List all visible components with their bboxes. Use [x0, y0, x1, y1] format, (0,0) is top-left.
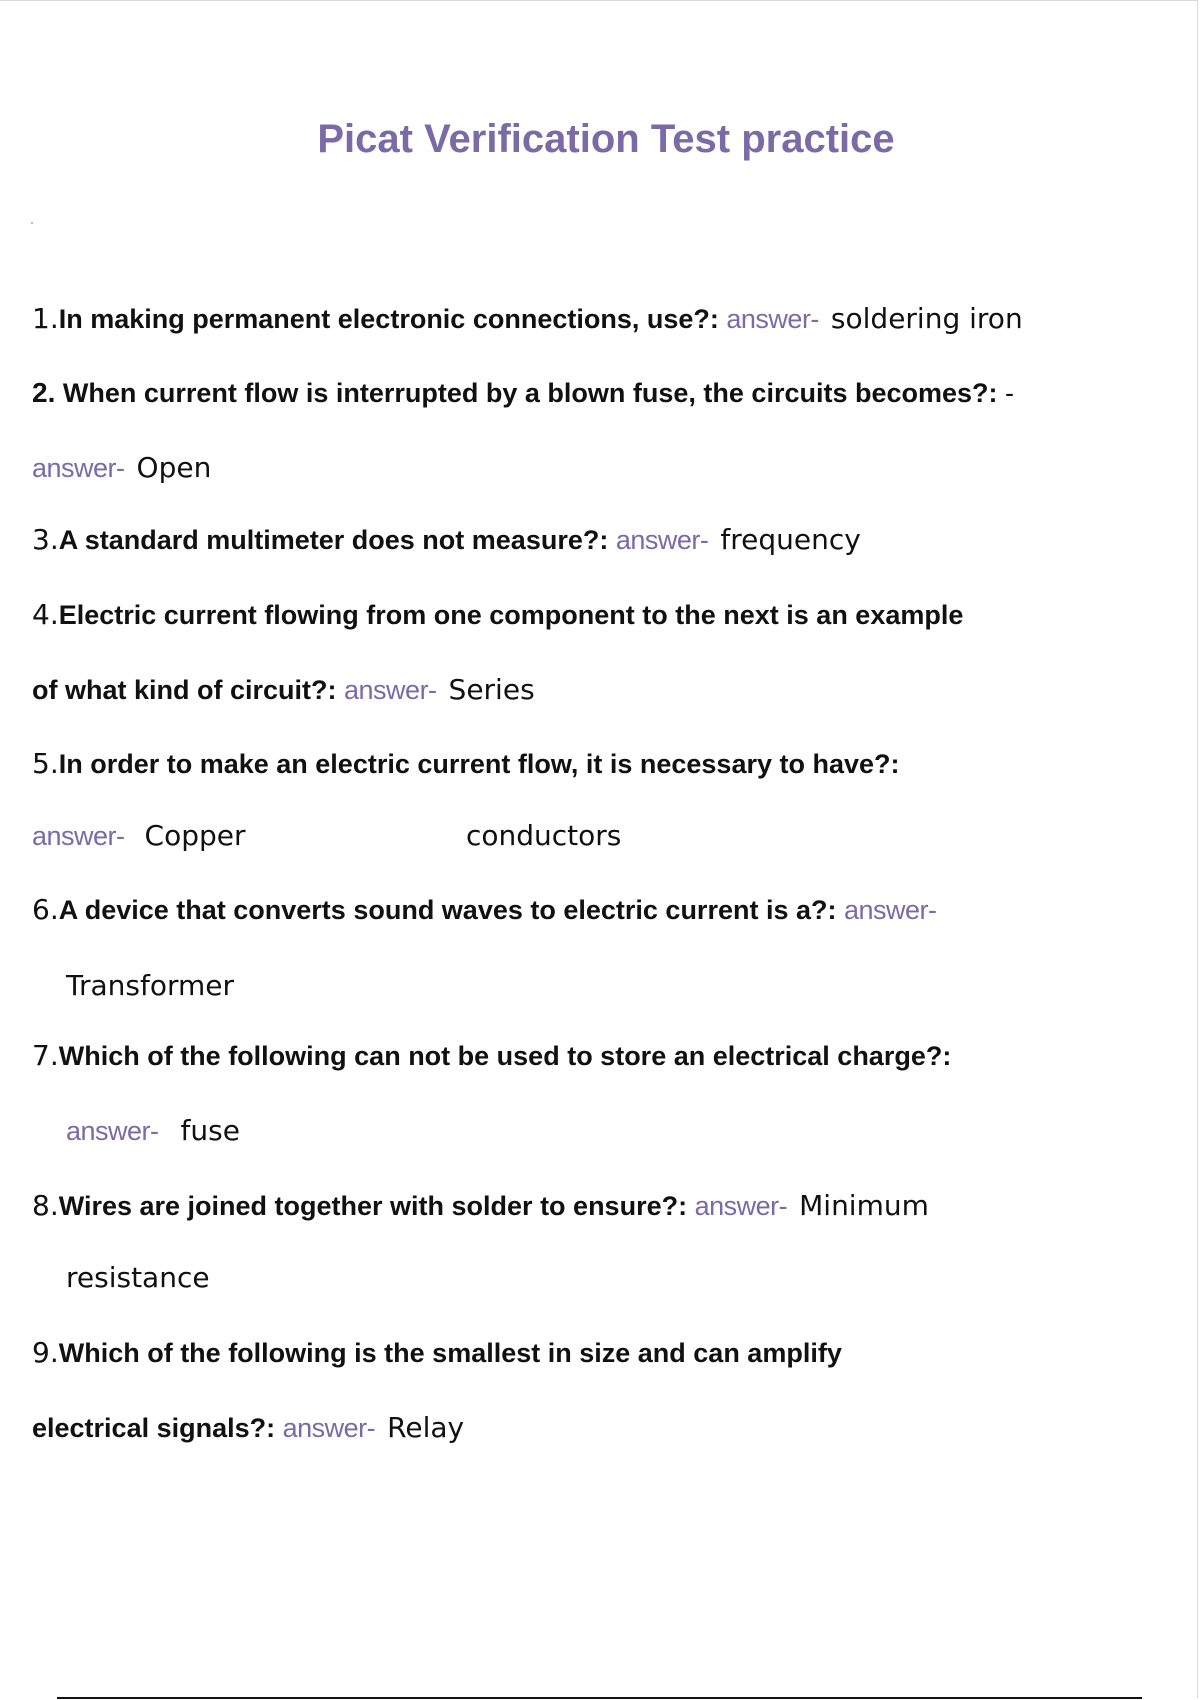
question-number: 3.	[32, 523, 59, 556]
question-text: Wires are joined together with solder to ensure?:	[58, 1191, 688, 1221]
stray-dot	[31, 222, 33, 224]
answer-label: answer-	[32, 821, 125, 851]
answer-text: Transformer	[66, 969, 235, 1002]
question-text: of what kind of circuit?:	[32, 675, 337, 705]
answer-text: Minimum	[799, 1189, 929, 1222]
question-number: 4.	[32, 598, 59, 631]
answer-text-continued: resistance	[66, 1261, 210, 1294]
question-2	[32, 373, 1014, 413]
question-3	[32, 520, 861, 560]
question-text: A standard multimeter does not measure?:	[58, 525, 609, 555]
answer-text: Open	[136, 451, 212, 484]
answer-text: soldering iron	[830, 302, 1023, 335]
question-number: 8.	[32, 1189, 59, 1222]
question-7-answer-line	[66, 1111, 240, 1151]
answer-label: answer-	[344, 675, 437, 705]
question-number: 5.	[32, 747, 59, 780]
footer-rule	[57, 1697, 1142, 1699]
question-4-continuation	[32, 670, 535, 710]
question-6	[32, 890, 937, 930]
question-text: electrical signals?:	[32, 1413, 276, 1443]
answer-label: answer-	[726, 304, 819, 334]
question-number: 9.	[32, 1336, 59, 1369]
answer-label: answer-	[694, 1191, 788, 1221]
answer-text: Copper	[144, 819, 246, 852]
question-number: 2.	[32, 377, 56, 408]
answer-text: Series	[448, 673, 535, 706]
question-4	[32, 595, 963, 635]
answer-label: answer-	[615, 525, 709, 555]
question-text: Which of the following is the smallest in size and can amplify	[58, 1338, 842, 1368]
page-title: Picat Verification Test practice	[317, 117, 895, 161]
question-7	[32, 1036, 951, 1076]
question-5	[32, 744, 900, 784]
question-text: In making permanent electronic connections, use?:	[58, 304, 719, 334]
answer-text: frequency	[720, 523, 861, 556]
question-number: 6.	[32, 893, 59, 926]
answer-label: answer-	[66, 1116, 159, 1146]
question-number: 7.	[32, 1039, 59, 1072]
question-text: Which of the following can not be used to store an electrical charge?:	[58, 1041, 952, 1071]
answer-text: fuse	[180, 1114, 240, 1147]
answer-label: answer-	[32, 453, 125, 483]
question-text: In order to make an electric current flow, it is necessary to have?:	[58, 749, 900, 779]
question-2-answer-line	[32, 448, 211, 488]
question-number: 1.	[32, 302, 59, 335]
answer-label: answer-	[282, 1413, 376, 1443]
question-text: When current flow is interrupted by a blown fuse, the circuits becomes?:	[62, 378, 998, 408]
question-6-answer-line	[66, 966, 234, 1006]
question-8	[32, 1186, 929, 1226]
question-text: A device that converts sound waves to electric current is a?:	[58, 895, 837, 925]
question-9-continuation	[32, 1408, 464, 1448]
question-text: Electric current flowing from one component to the next is an example	[58, 600, 964, 630]
answer-text-continued: conductors	[466, 819, 622, 852]
answer-label: answer-	[844, 895, 937, 925]
question-9	[32, 1333, 842, 1373]
question-1	[32, 299, 1023, 339]
answer-text: Relay	[387, 1411, 465, 1444]
question-8-answer-continuation	[66, 1258, 210, 1298]
question-trailing-dash: -	[1005, 378, 1015, 408]
question-5-answer-line	[32, 816, 246, 856]
